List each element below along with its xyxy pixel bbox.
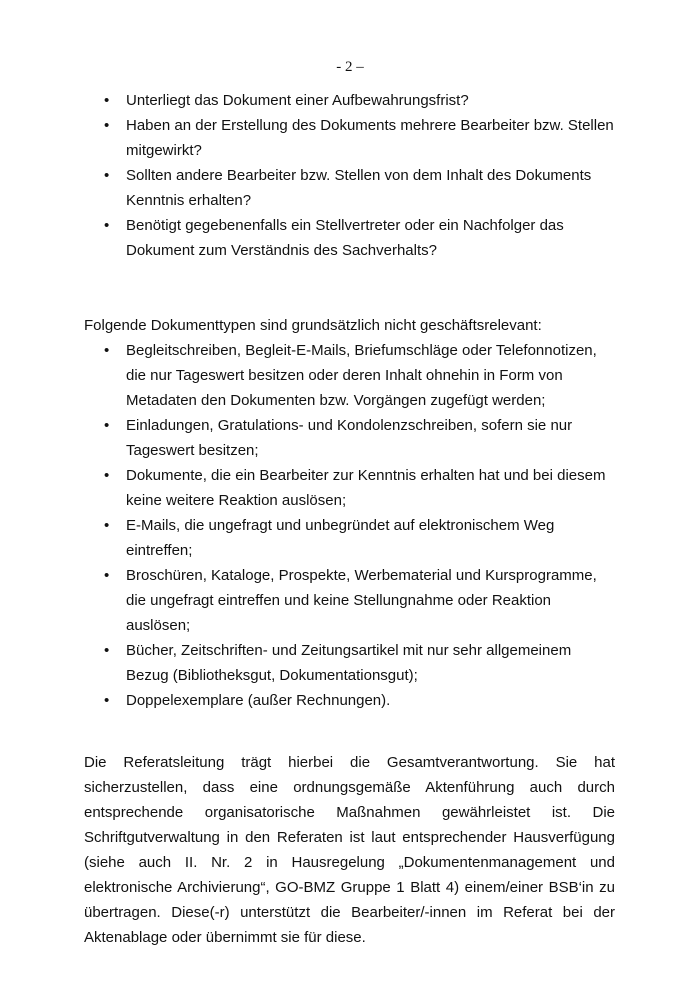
list-item (84, 688, 615, 713)
list-item-text: Haben an der Erstellung des Dokuments mehrere Bearbeiter bzw. Stellen mitgewirkt? (126, 117, 614, 159)
list-item (84, 113, 615, 163)
bullet-icon: • (104, 217, 110, 234)
bullet-icon: • (104, 92, 110, 109)
page-content (84, 88, 615, 950)
list-item (84, 413, 615, 463)
list-item (84, 563, 615, 638)
list-item (84, 513, 615, 563)
list-item-text: Begleitschreiben, Begleit-E-Mails, Briefumschläge oder Telefonnotizen, die nur Tageswert besitzen oder deren Inhalt ohnehin in Form von Metadaten den Dokumenten bzw. Vorgängen zugefügt werden; (126, 342, 597, 409)
list-item (84, 88, 615, 113)
list-item-text: Dokumente, die ein Bearbeiter zur Kenntnis erhalten hat und bei diesem keine weitere Reaktion auslösen; (126, 467, 606, 509)
list-item-text: E-Mails, die ungefragt und unbegründet auf elektronischem Weg eintreffen; (126, 517, 555, 559)
list-item-text: Doppelexemplare (außer Rechnungen). (126, 692, 391, 709)
list-item-text: Bücher, Zeitschriften- und Zeitungsartikel mit nur sehr allgemeinem Bezug (Bibliotheksgut, Dokumentationsgut); (126, 642, 572, 684)
responsibility-paragraph: Die Referatsleitung trägt hierbei die Gesamtverantwortung. Sie hat sicherzustellen, dass eine ordnungsgemäße Aktenführung auch durch entsprechende organisatorische Maßnahmen gewährleistet ist. Die Schriftgutverwaltung in den Referaten ist laut entsprechender Hausverfügung (siehe auch II. Nr. 2 in Hausregelung „Dokumentenmanagement und elektronische Archivierung“, GO-BMZ Gruppe 1 Blatt 4) einem/einer BSB‘in zu übertragen. Diese(-r) unterstützt die Bearbeiter/-innen im Referat bei der Aktenablage oder übernimmt sie für diese. (84, 754, 615, 946)
bullet-icon: • (104, 642, 110, 659)
bullet-icon: • (104, 567, 110, 584)
bullet-icon: • (104, 467, 110, 484)
bullet-icon: • (104, 417, 110, 434)
list-item-text: Unterliegt das Dokument einer Aufbewahrungsfrist? (126, 92, 469, 109)
doc-types-intro: Folgende Dokumenttypen sind grundsätzlich nicht geschäftsrelevant: (84, 317, 542, 334)
bullet-icon: • (104, 117, 110, 134)
list-item (84, 213, 615, 263)
list-item-text: Sollten andere Bearbeiter bzw. Stellen von dem Inhalt des Dokuments Kenntnis erhalten? (126, 167, 592, 209)
list-item (84, 638, 615, 688)
bullet-icon: • (104, 167, 110, 184)
list-item (84, 163, 615, 213)
list-item-text: Benötigt gegebenenfalls ein Stellvertreter oder ein Nachfolger das Dokument zum Verständnis des Sachverhalts? (126, 217, 564, 259)
bullet-icon: • (104, 517, 110, 534)
list-item-text: Broschüren, Kataloge, Prospekte, Werbematerial und Kursprogramme, die ungefragt eintreffen und keine Stellungnahme oder Reaktion auslösen; (126, 567, 597, 634)
question-list (84, 88, 615, 263)
page-number: - 2 – (336, 59, 364, 75)
list-item (84, 463, 615, 513)
list-item (84, 338, 615, 413)
doc-type-list (84, 338, 615, 713)
bullet-icon: • (104, 692, 110, 709)
bullet-icon: • (104, 342, 110, 359)
list-item-text: Einladungen, Gratulations- und Kondolenzschreiben, sofern sie nur Tageswert besitzen; (126, 417, 573, 459)
